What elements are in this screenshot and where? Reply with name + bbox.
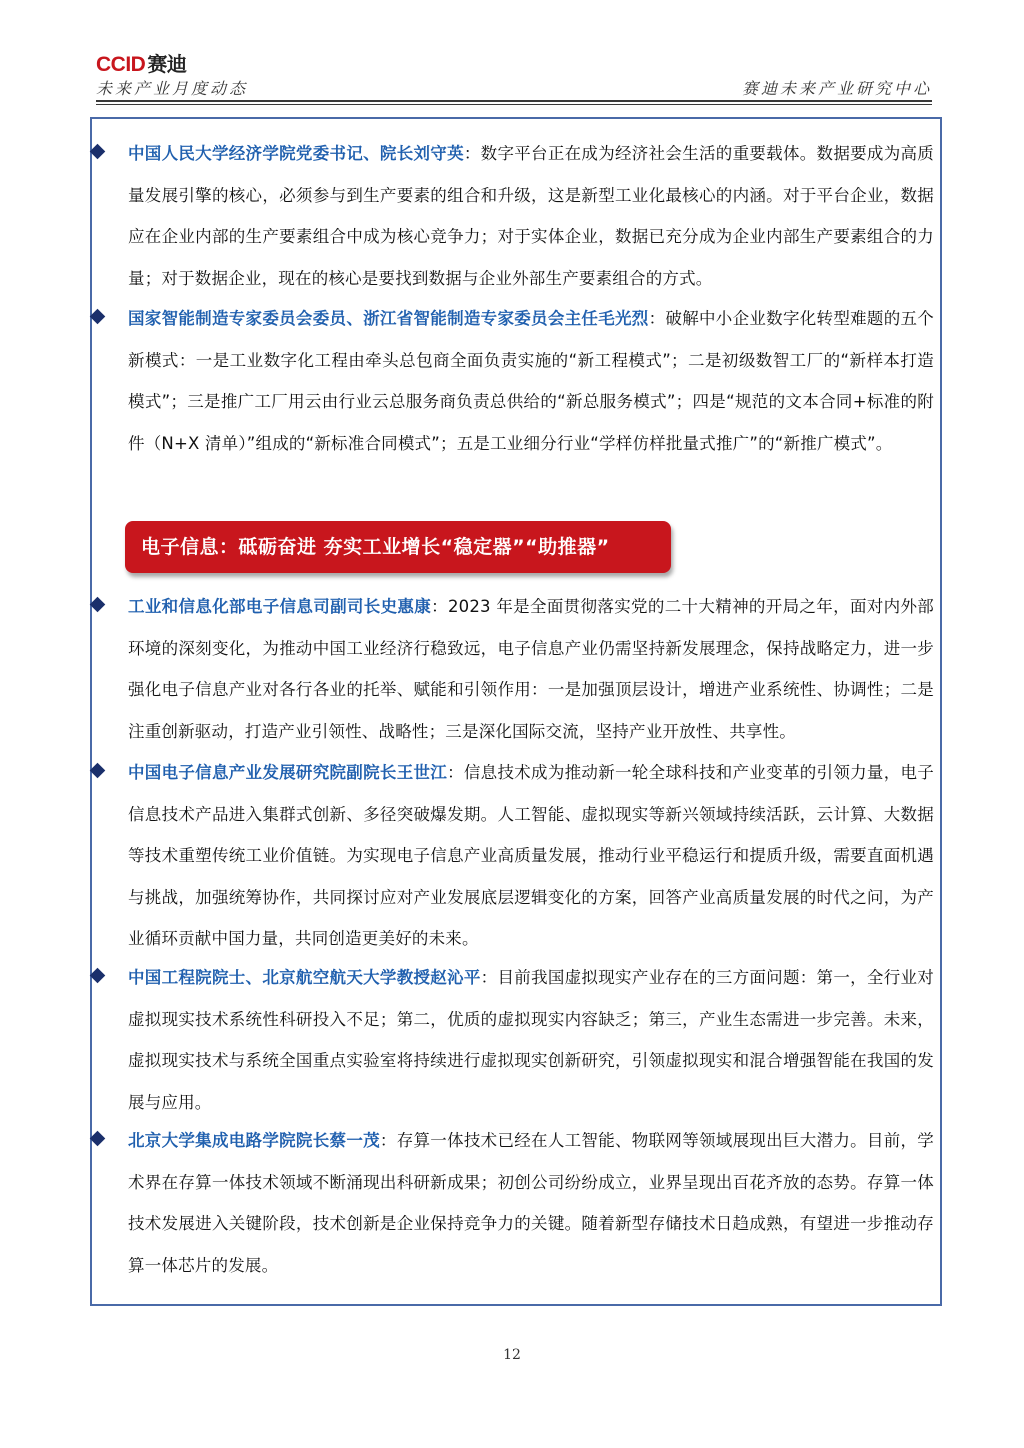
ccid-logo <box>96 48 186 77</box>
header-organization: 赛迪未来产业研究中心 <box>741 79 932 98</box>
section-title: 电子信息：砥砺奋进 夯实工业增长“稳定器”“助推器” <box>125 521 671 573</box>
quote-text: ：存算一体技术已经在人工智能、物联网等领域展现出巨大潜力。目前，学术界在存算一体技术领域不断涌现出科研新成果；初创公司纷纷成立，业界呈现出百花齐放的态势。存算一体技术发展进入关键阶段，技术创新是企业保持竞争力的关键。随着新型存储技术日趋成熟，有望进一步推动存算一体芯片的发展。 <box>128 1131 934 1275</box>
quote-item <box>128 298 934 464</box>
speaker-name: 国家智能制造专家委员会委员、浙江省智能制造专家委员会主任毛光烈 <box>128 309 649 328</box>
header-publication-title: 未来产业月度动态 <box>96 79 249 98</box>
quote-text: ：2023 年是全面贯彻落实党的二十大精神的开局之年，面对内外部环境的深刻变化，为推动中国工业经济行稳致远，电子信息产业仍需坚持新发展理念，保持战略定力，进一步强化电子信息产业对各行各业的托举、赋能和引领作用：一是加强顶层设计，增进产业系统性、协调性；二是注重创新驱动，打造产业引领性、战略性；三是深化国际交流，坚持产业开放性、共享性。 <box>128 597 934 741</box>
speaker-name: 中国电子信息产业发展研究院副院长王世江 <box>128 763 448 782</box>
quote-item <box>128 133 934 299</box>
logo-ccid-text: CCID <box>96 53 146 76</box>
header-divider <box>96 100 932 102</box>
quote-text: ：破解中小企业数字化转型难题的五个新模式：一是工业数字化工程由牵头总包商全面负责实施的“新工程模式”；二是初级数智工厂的“新样本打造模式”；三是推广工厂用云由行业云总服务商负责总供给的“新总服务模式”；四是“规范的文本合同+标准的附件（N+X 清单）”组成的“新标准合同模式”；五是工业细分行业“学样仿样批量式推广”的“新推广模式”。 <box>128 309 935 453</box>
quote-item <box>128 752 934 960</box>
quote-item <box>128 957 934 1123</box>
page-header <box>96 48 932 98</box>
page-number: 12 <box>503 1347 521 1363</box>
speaker-name: 北京大学集成电路学院院长蔡一茂 <box>128 1131 380 1150</box>
speaker-name: 中国人民大学经济学院党委书记、院长刘守英 <box>128 144 464 163</box>
quote-item <box>128 1120 934 1286</box>
speaker-name: 工业和信息化部电子信息司副司长史惠康 <box>128 597 432 616</box>
header-divider-thin <box>96 104 932 105</box>
quote-item <box>128 586 934 752</box>
logo-brand-text: 赛迪 <box>147 54 187 76</box>
quote-text: ：信息技术成为推动新一轮全球科技和产业变革的引领力量，电子信息技术产品进入集群式创新、多径突破爆发期。人工智能、虚拟现实等新兴领域持续活跃，云计算、大数据等技术重塑传统工业价值链。为实现电子信息产业高质量发展，推动行业平稳运行和提质升级，需要直面机遇与挑战，加强统筹协作，共同探讨应对产业发展底层逻辑变化的方案，回答产业高质量发展的时代之问，为产业循环贡献中国力量，共同创造更美好的未来。 <box>128 763 934 949</box>
speaker-name: 中国工程院院士、北京航空航天大学教授赵沁平 <box>128 968 481 987</box>
quote-text: ：目前我国虚拟现实产业存在的三方面问题：第一，全行业对虚拟现实技术系统性科研投入不足；第二，优质的虚拟现实内容缺乏；第三，产业生态需进一步完善。未来，虚拟现实技术与系统全国重点实验室将持续进行虚拟现实创新研究，引领虚拟现实和混合增强智能在我国的发展与应用。 <box>128 968 935 1112</box>
quote-text: ：数字平台正在成为经济社会生活的重要载体。数据要成为高质量发展引擎的核心，必须参与到生产要素的组合和升级，这是新型工业化最核心的内涵。对于平台企业，数据应在企业内部的生产要素组合中成为核心竞争力；对于实体企业，数据已充分成为企业内部生产要素组合的力量；对于数据企业，现在的核心是要找到数据与企业外部生产要素组合的方式。 <box>128 144 934 288</box>
